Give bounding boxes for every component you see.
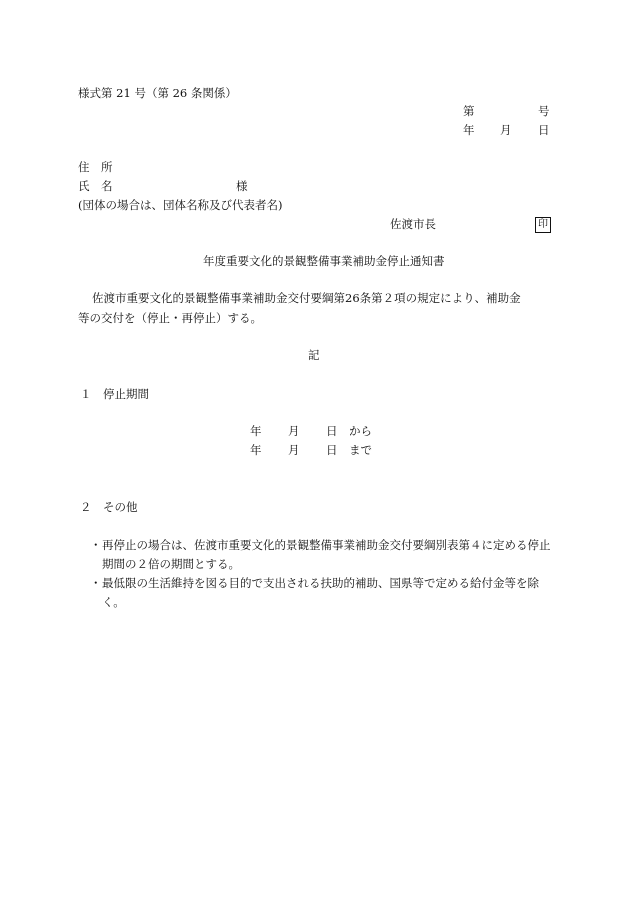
to-month: 月: [288, 443, 300, 457]
doc-date-year: 年: [463, 123, 475, 137]
doc-date-day: 日: [538, 123, 550, 137]
seal-stamp: 印: [535, 217, 551, 233]
address-label: 住 所: [78, 160, 113, 174]
from-day: 日: [326, 424, 338, 438]
form-number: 様式第 21 号（第 26 条関係）: [78, 86, 237, 100]
body-line-2: 等の交付を（停止・再停止）する。: [78, 311, 262, 325]
section2-heading: ２ その他: [80, 500, 138, 514]
organization-note: (団体の場合は、団体名称及び代表者名): [78, 198, 283, 212]
body-line-1: 佐渡市重要文化的景観整備事業補助金交付要綱第26条第２項の規定により、補助金: [92, 291, 521, 305]
bullet-mark: ・: [90, 576, 102, 590]
doc-number-dai: 第: [463, 104, 475, 118]
bullet-text: 再停止の場合は、佐渡市重要文化的景観整備事業補助金交付要綱別表第４に定める停止期間の２倍の期間とする。: [102, 538, 551, 571]
doc-number-go: 号: [538, 104, 550, 118]
from-suffix: から: [349, 424, 372, 438]
bullet-mark: ・: [90, 538, 102, 552]
bullet-item: [90, 574, 560, 612]
ki-heading: 記: [308, 348, 320, 362]
to-year: 年: [250, 443, 262, 457]
to-day: 日: [326, 443, 338, 457]
bullet-item: [90, 536, 560, 574]
bullet-text: 最低限の生活維持を図る目的で支出される扶助的補助、国県等で定める給付金等を除く。: [102, 576, 539, 609]
sender-title: 佐渡市長: [390, 217, 436, 231]
document-title: 年度重要文化的景観整備事業補助金停止通知書: [203, 254, 445, 268]
from-month: 月: [288, 424, 300, 438]
section1-heading: １ 停止期間: [80, 387, 149, 401]
doc-date-month: 月: [500, 123, 512, 137]
to-suffix: まで: [349, 443, 372, 457]
name-label: 氏 名: [78, 179, 113, 193]
from-year: 年: [250, 424, 262, 438]
honorific: 様: [236, 179, 248, 193]
